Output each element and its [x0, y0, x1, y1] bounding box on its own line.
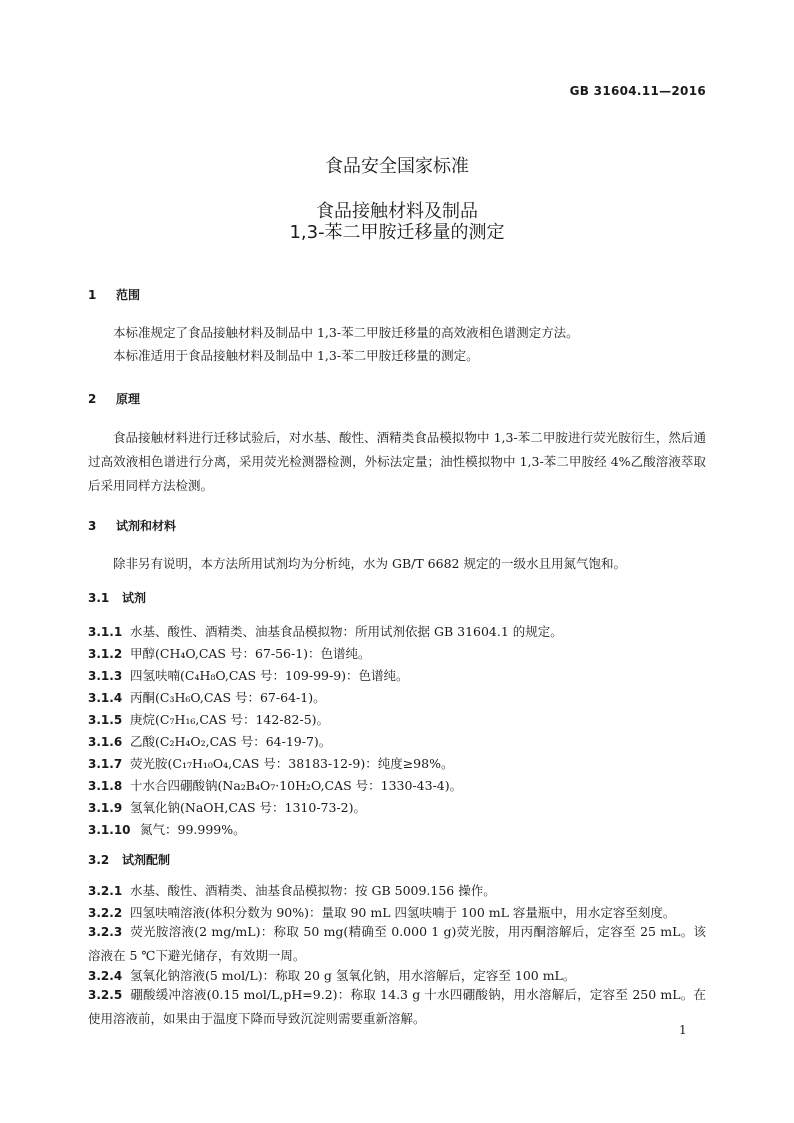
item-text: 丙酮(C₃H₆O,CAS 号：67-64-1)。	[130, 690, 326, 705]
section-heading-principle	[88, 390, 140, 407]
preparation-item	[88, 920, 706, 968]
subsection-heading-reagents	[88, 589, 146, 606]
preparation-item	[88, 881, 496, 899]
scope-paragraph-2: 本标准适用于食品接触材料及制品中 1,3-苯二甲胺迁移量的测定。	[113, 348, 479, 363]
section-heading-reagents	[88, 517, 176, 534]
preparation-item	[88, 966, 575, 984]
subsection-heading-preparation	[88, 851, 170, 868]
item-text: 氮气：99.999%。	[140, 822, 246, 837]
item-text: 氢氧化钠(NaOH,CAS 号：1310-73-2)。	[130, 800, 367, 815]
item-number: 3.1.7	[88, 757, 123, 771]
item-text: 庚烷(C₇H₁₆,CAS 号：142-82-5)。	[130, 712, 330, 727]
item-text: 水基、酸性、酒精类、油基食品模拟物：所用试剂依据 GB 31604.1 的规定。	[130, 624, 563, 639]
reagent-item	[88, 820, 246, 838]
item-text: 荧光胺溶液(2 mg/mL)：称取 50 mg(精确至 0.000 1 g)荧光胺，用丙酮溶解后，定容至 25 mL。该溶液在 5 ℃下避光储存，有效期一周。	[88, 924, 706, 963]
standard-title: 食品安全国家标准	[325, 156, 469, 177]
item-number: 3.1.9	[88, 801, 123, 815]
item-number: 3.2.1	[88, 884, 123, 898]
item-text: 荧光胺(C₁₇H₁₀O₄,CAS 号：38183-12-9)：纯度≥98%。	[130, 756, 454, 771]
subsection-title: 试剂配制	[122, 853, 171, 867]
preparation-item	[88, 983, 706, 1031]
item-number: 3.1.6	[88, 735, 123, 749]
item-text: 四氢呋喃(C₄H₈O,CAS 号：109-99-9)：色谱纯。	[130, 668, 409, 683]
standard-code: GB 31604.11—2016	[569, 84, 706, 98]
reagent-item	[88, 688, 326, 706]
item-text: 氢氧化钠溶液(5 mol/L)：称取 20 g 氢氧化钠，用水溶解后，定容至 100 mL。	[130, 968, 576, 983]
reagent-item	[88, 622, 563, 640]
preparation-item	[88, 903, 675, 921]
reagent-item	[88, 644, 371, 662]
reagent-item	[88, 798, 366, 816]
reagent-item	[88, 754, 453, 772]
section-number: 2	[88, 392, 97, 406]
item-number: 3.2.5	[88, 988, 123, 1002]
section-heading-scope	[88, 286, 140, 303]
principle-paragraph: 食品接触材料进行迁移试验后，对水基、酸性、酒精类食品模拟物中 1,3-苯二甲胺进行荧光胺衍生，然后通过高效液相色谱进行分离，采用荧光检测器检测，外标法定量；油性模拟物中 1,3-苯二甲胺经 4%乙酸溶液萃取后采用同样方法检测。	[88, 430, 706, 493]
item-number: 3.1.8	[88, 779, 123, 793]
item-number: 3.2.3	[88, 925, 123, 939]
item-number: 3.2.4	[88, 969, 123, 983]
item-number: 3.1.1	[88, 625, 123, 639]
section-number: 1	[88, 288, 97, 302]
section-title: 范围	[116, 288, 141, 302]
item-text: 水基、酸性、酒精类、油基食品模拟物：按 GB 5009.156 操作。	[130, 883, 496, 898]
reagent-item	[88, 666, 409, 684]
item-number: 3.1.10	[88, 823, 131, 837]
item-text: 乙酸(C₂H₄O₂,CAS 号：64-19-7)。	[130, 734, 332, 749]
item-number: 3.1.5	[88, 713, 123, 727]
page-number: 1	[679, 1023, 687, 1037]
reagent-item	[88, 732, 331, 750]
reagent-item	[88, 776, 462, 794]
scope-paragraph-1: 本标准规定了食品接触材料及制品中 1,3-苯二甲胺迁移量的高效液相色谱测定方法。	[113, 325, 579, 340]
item-text: 甲醇(CH₄O,CAS 号：67-56-1)：色谱纯。	[130, 646, 371, 661]
item-text: 四氢呋喃溶液(体积分数为 90%)：量取 90 mL 四氢呋喃于 100 mL 容量瓶中，用水定容至刻度。	[130, 905, 676, 920]
subsection-number: 3.1	[88, 591, 110, 605]
item-number: 3.1.2	[88, 647, 123, 661]
reagent-item	[88, 710, 329, 728]
subsection-number: 3.2	[88, 853, 110, 867]
document-title-line2: 1,3-苯二甲胺迁移量的测定	[289, 222, 505, 243]
item-number: 3.1.3	[88, 669, 123, 683]
section-title: 原理	[116, 392, 141, 406]
section-title: 试剂和材料	[116, 519, 177, 533]
document-title-line1: 食品接触材料及制品	[316, 201, 478, 222]
item-text: 十水合四硼酸钠(Na₂B₄O₇·10H₂O,CAS 号：1330-43-4)。	[130, 778, 463, 793]
reagents-paragraph: 除非另有说明，本方法所用试剂均为分析纯，水为 GB/T 6682 规定的一级水且用氮气饱和。	[113, 556, 626, 571]
item-number: 3.2.2	[88, 906, 123, 920]
section-number: 3	[88, 519, 97, 533]
subsection-title: 试剂	[122, 591, 147, 605]
item-text: 硼酸缓冲溶液(0.15 mol/L,pH=9.2)：称取 14.3 g 十水四硼酸钠，用水溶解后，定容至 250 mL。在使用溶液前，如果由于温度下降而导致沉淀则需要重新溶解。	[88, 987, 706, 1026]
item-number: 3.1.4	[88, 691, 123, 705]
